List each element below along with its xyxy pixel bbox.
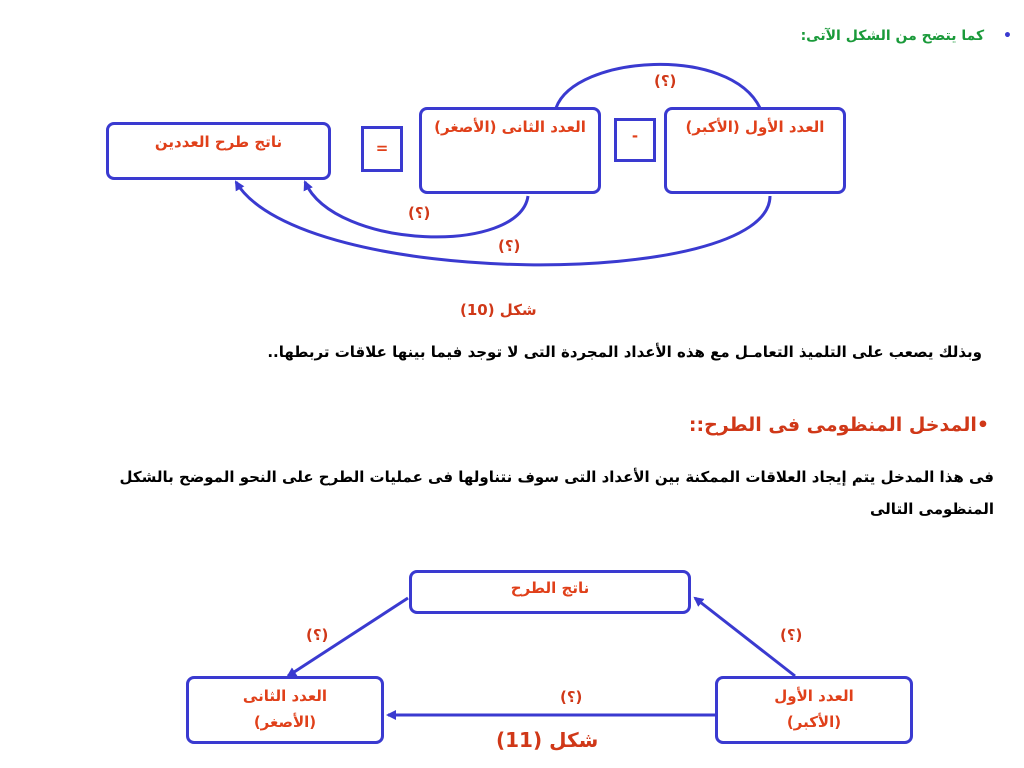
equals-sign-box (361, 126, 403, 172)
equals-sign: = (375, 139, 389, 157)
box-subtraction-result-label: ناتج طرح العددين (154, 133, 283, 151)
bullet-marker: • (1003, 28, 1012, 44)
box-subtraction-result (106, 122, 331, 180)
intro-bullet (801, 28, 1012, 44)
box-first-number-2-line-2: (الأكبر) (786, 713, 842, 731)
figure10-caption: شكل (10) (460, 301, 537, 319)
box-second-number-label: العدد الثانى (الأصغر) (434, 118, 586, 136)
section-heading: •المدخل المنظومى فى الطرح:: (688, 414, 989, 436)
paragraph-2-line-2: المنظومى التالى (870, 500, 994, 518)
question-right: (؟) (780, 626, 803, 644)
box-first-number-2-line-1: العدد الأول (774, 687, 854, 705)
paragraph-1: وبذلك يصعب على التلميذ التعامـل مع هذه الأعداد المجردة التى لا توجد فيما بينها علاقات تربطها.. (267, 343, 982, 361)
box-second-number-2-line-2: (الأصغر) (253, 713, 317, 731)
intro-text: كما يتضح من الشكل الآتى: (800, 28, 985, 44)
box-second-number-2 (186, 676, 384, 744)
question-bottom: (؟) (560, 688, 583, 706)
question-top: (؟) (654, 72, 677, 90)
figure11-caption: شكل (11) (496, 728, 599, 752)
box-subtraction-result-2 (409, 570, 691, 614)
box-first-number (664, 107, 846, 194)
question-inner: (؟) (408, 204, 431, 222)
question-left: (؟) (306, 626, 329, 644)
question-outer: (؟) (498, 237, 521, 255)
box-first-number-label: العدد الأول (الأكبر) (685, 118, 825, 136)
minus-sign-box (614, 118, 656, 162)
box-second-number (419, 107, 601, 194)
box-first-number-2 (715, 676, 913, 744)
box-second-number-2-line-1: العدد الثانى (242, 687, 328, 705)
paragraph-2-line-1: فى هذا المدخل يتم إيجاد العلاقات الممكنة بين الأعداد التى سوف نتناولها فى عمليات الطرح على النحو الموضح بالشكل (119, 468, 994, 486)
minus-sign: - (631, 127, 639, 145)
box-subtraction-result-2-label: ناتج الطرح (510, 579, 590, 597)
